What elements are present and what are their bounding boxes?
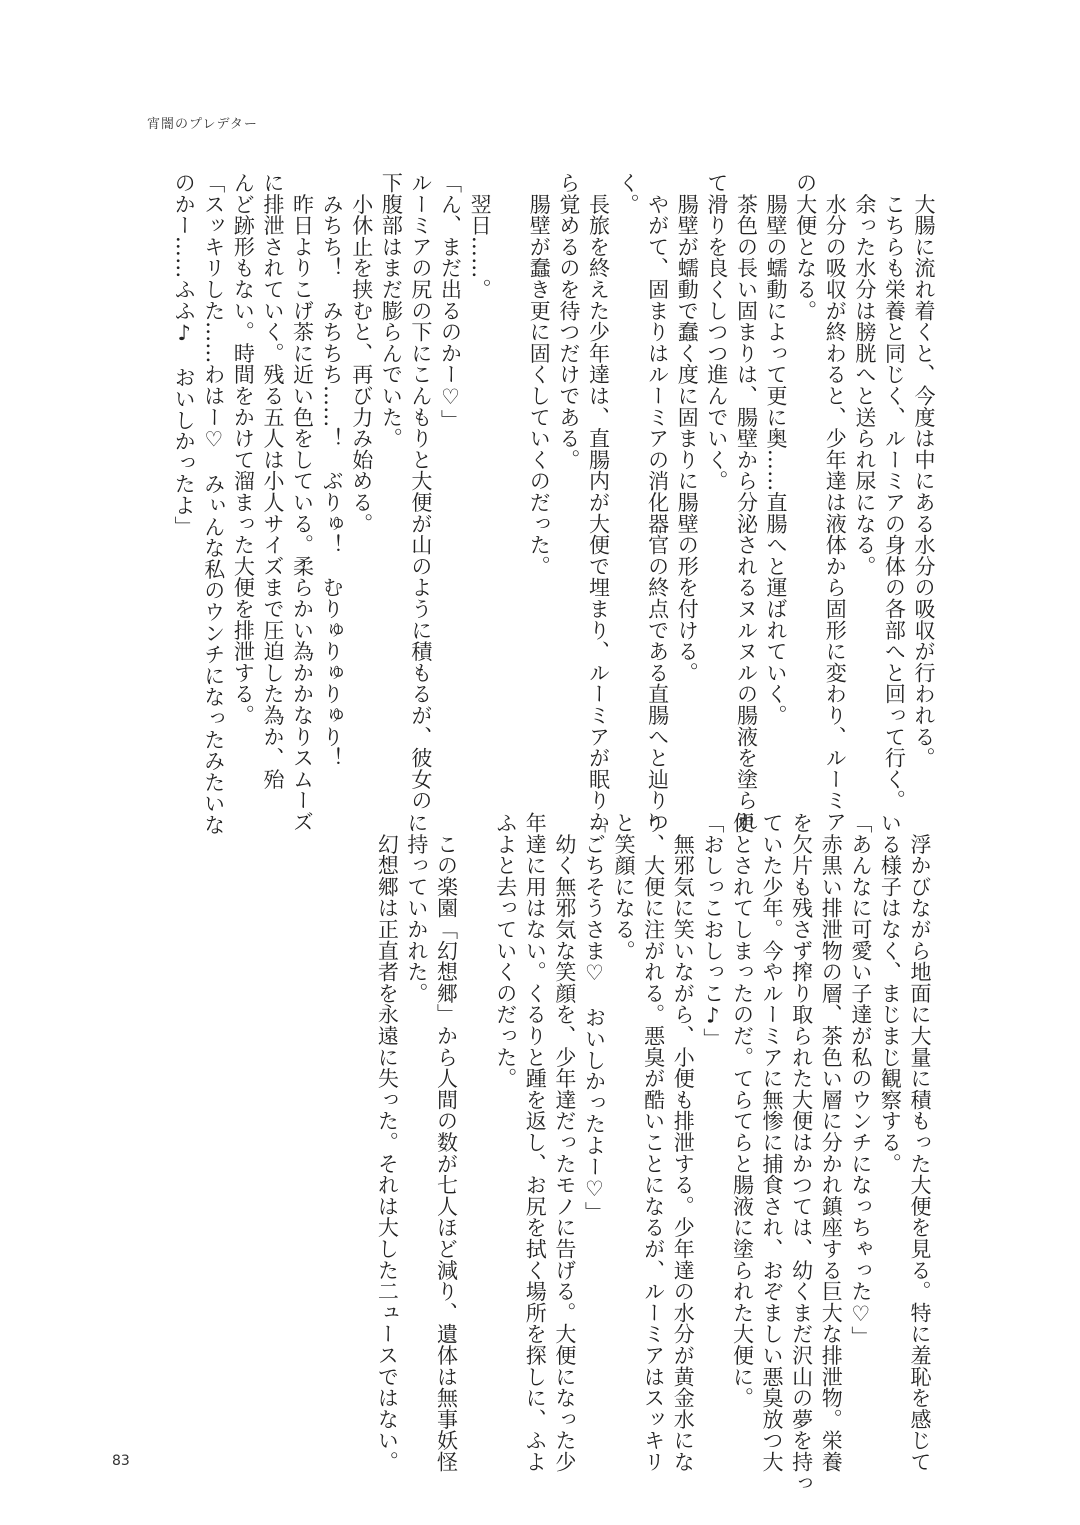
text-line: 翌日……。 bbox=[468, 172, 493, 300]
text-line: 腸壁が蠕動で蠢く度に固まりに腸壁の形を付ける。 bbox=[675, 172, 700, 684]
text-line: て滑りを良くしつつ進んでいく。 bbox=[704, 172, 729, 492]
text-line: 赤黒い排泄物の層、茶色い層に分かれ鎮座する巨大な排泄物。栄養 bbox=[819, 812, 844, 1473]
text-line: 便とされてしまったのだ。てらてらと腸液に塗られた大便に。 bbox=[730, 812, 755, 1409]
text-line: り、大便に注がれる。悪臭が酷いことになるが、ルーミアはスッキリ bbox=[641, 812, 666, 1473]
text-line: 長旅を終えた少年達は、直腸内が大便で埋まり、ルーミアが眠りか bbox=[586, 172, 611, 833]
text-line: と笑顔になる。 bbox=[612, 812, 637, 962]
text-line: やがて、固まりはルーミアの消化器官の終点である直腸へと辿りつ bbox=[645, 172, 670, 833]
text-line: 「あんなに可愛い子達が私のウンチになっちゃった♡」 bbox=[848, 812, 873, 1348]
text-line: を欠片も残さず搾り取られた大便はかつては、幼くまだ沢山の夢を持っ bbox=[789, 812, 814, 1494]
text-line: 幼く無邪気な笑顔を、少年達だったモノに告げる。大便になった少 bbox=[552, 812, 577, 1473]
text-line: ルーミアの尻の下にこんもりと大便が山のように積もるが、彼女の bbox=[408, 172, 433, 811]
text-line: この楽園「幻想郷」から人間の数が七人ほど減り、遺体は無事妖怪 bbox=[434, 812, 459, 1473]
text-line: のかー……ふふ♪ おいしかったよ」 bbox=[172, 172, 197, 538]
text-line: 腸壁の蠕動によって更に奥……直腸へと運ばれていく。 bbox=[764, 172, 789, 726]
text-line: こちらも栄養と同じく、ルーミアの身体の各部へと回って行く。 bbox=[882, 172, 907, 811]
running-title: 宵闇のプレデター bbox=[147, 117, 258, 132]
text-line: 年達に用はない。くるりと踵を返し、お尻を拭く場所を探しに、ふよ bbox=[523, 812, 548, 1473]
text-line: 余った水分は膀胱へと送られ尿になる。 bbox=[852, 172, 877, 577]
text-line bbox=[461, 812, 491, 1402]
text-line: の大便となる。 bbox=[793, 172, 818, 322]
text-line: に持っていかれた。 bbox=[404, 812, 429, 1004]
text-line: 小休止を挟むと、再び力み始める。 bbox=[349, 172, 374, 535]
text-line: 「スッキリした……わはー♡ みぃんな私のウンチになったみたいな bbox=[201, 172, 226, 836]
text-line: んど跡形もない。時間をかけて溜まった大便を排泄する。 bbox=[231, 172, 256, 726]
text-line: いる様子はなく、まじまじ観察する。 bbox=[878, 812, 903, 1175]
text-line: く。 bbox=[616, 172, 641, 215]
text-line: 「ごちそうさま♡ おいしかったよー♡」 bbox=[582, 812, 607, 1223]
text-line bbox=[494, 172, 524, 762]
text-line: 昨日よりこげ茶に近い色をしている。柔らかい為かかなりスムーズ bbox=[290, 172, 315, 833]
body-text-bottom-block bbox=[372, 812, 934, 1494]
text-line: 水分の吸収が終わると、少年達は液体から固形に変わり、ルーミア bbox=[823, 172, 848, 833]
body-text-top-block bbox=[169, 172, 938, 836]
text-line: 下腹部はまだ膨らんでいた。 bbox=[379, 172, 404, 449]
text-line: 大腸に流れ着くと、今度は中にある水分の吸収が行われる。 bbox=[912, 172, 936, 769]
text-line: 腸壁が蠢き更に固くしていくのだった。 bbox=[527, 172, 552, 577]
page-number: 83 bbox=[112, 1453, 130, 1469]
text-line: 浮かびながら地面に大量に積もった大便を見る。特に羞恥を感じて bbox=[908, 812, 932, 1473]
text-line: ら覚めるのを待つだけである。 bbox=[556, 172, 581, 471]
text-line: 無邪気に笑いながら、小便も排泄する。少年達の水分が黄金水にな bbox=[671, 812, 696, 1473]
text-line: ふよと去っていくのだった。 bbox=[493, 812, 518, 1089]
text-line: に排泄されていく。残る五人は小人サイズまで圧迫した為か、殆 bbox=[260, 172, 285, 790]
text-line: 幻想郷は正直者を永遠に失った。それは大した二ュースではない。 bbox=[375, 812, 400, 1473]
text-line: 「ん、まだ出るのかー♡」 bbox=[438, 172, 463, 431]
text-line: 茶色の長い固まりは、腸壁から分泌されるヌルヌルの腸液を塗られ bbox=[734, 172, 759, 833]
text-line: ていた少年。今やルーミアに無惨に捕食され、おぞましい悪臭放つ大 bbox=[760, 812, 785, 1473]
text-line: みちち！ みちちち……！ ぶりゅ！ むりゅりゅりゅり！ bbox=[320, 172, 345, 769]
text-line: 「おしっこおしっこ♪」 bbox=[700, 812, 725, 1050]
